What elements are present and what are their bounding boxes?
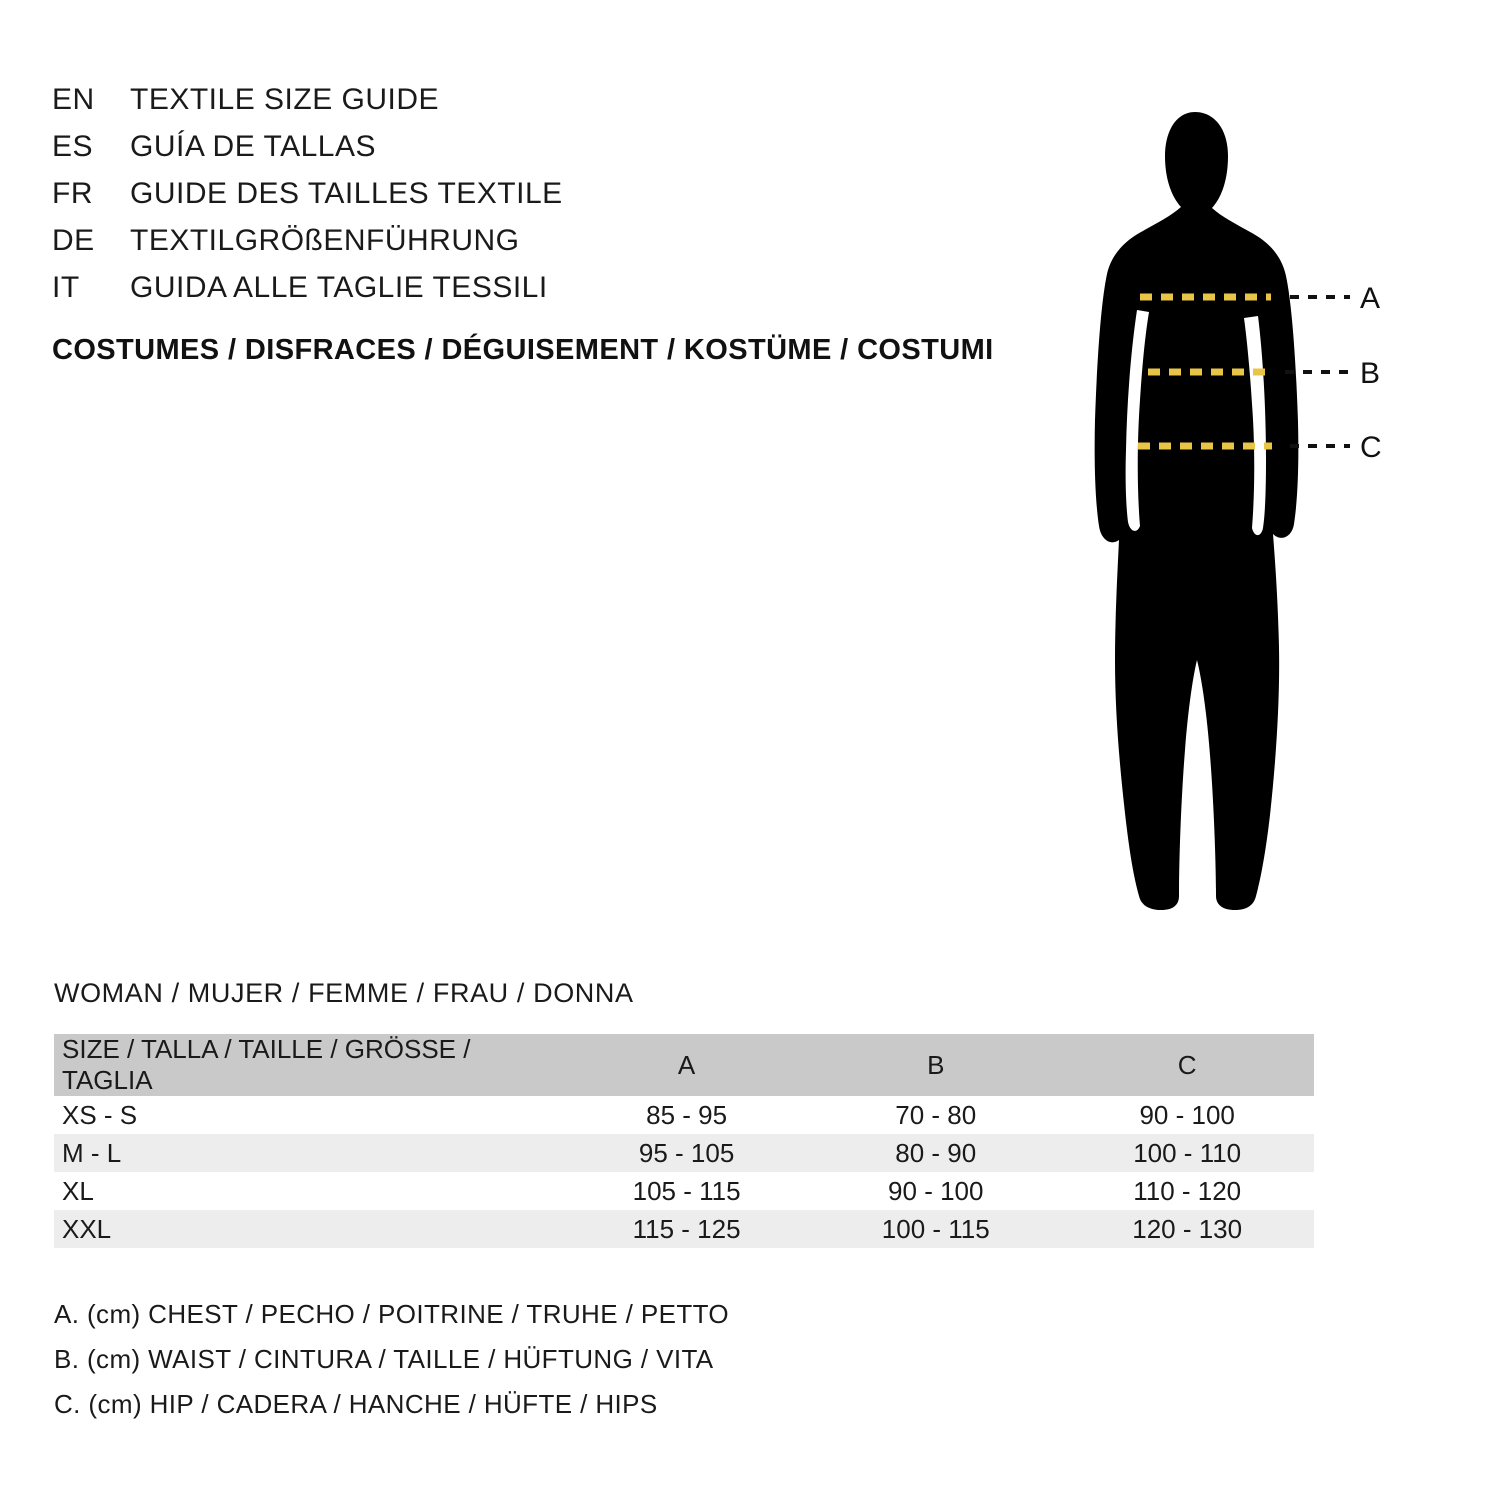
column-header-b: B — [927, 1049, 945, 1080]
silhouette-icon — [1030, 60, 1460, 940]
cell-size: XL — [62, 1175, 94, 1206]
language-title: TEXTILGRÖßENFÜHRUNG — [130, 224, 520, 257]
table-body — [54, 1096, 1314, 1248]
cell-hip: 90 - 100 — [1139, 1099, 1235, 1130]
column-header-a: A — [677, 1049, 696, 1080]
cell-waist: 80 - 90 — [895, 1137, 977, 1168]
language-code: DE — [52, 224, 95, 257]
marker-label-b: B — [1360, 357, 1381, 390]
language-code: FR — [52, 177, 93, 210]
legend-item-c: C. (cm) HIP / CADERA / HANCHE / HÜFTE / HIPS — [54, 1389, 658, 1419]
language-row — [52, 217, 1032, 264]
table-group-title: WOMAN / MUJER / FEMME / FRAU / DONNA — [54, 978, 634, 1008]
legend-item-a: A. (cm) CHEST / PECHO / POITRINE / TRUHE / PETTO — [54, 1299, 730, 1329]
cell-chest: 95 - 105 — [638, 1137, 735, 1168]
language-row — [52, 76, 1032, 123]
table-row — [54, 1172, 1314, 1210]
table-header-row — [54, 1034, 1314, 1096]
cell-hip: 100 - 110 — [1133, 1137, 1242, 1168]
language-code: ES — [52, 130, 94, 163]
language-title: GUÍA DE TALLAS — [130, 130, 376, 163]
language-row — [52, 264, 1032, 311]
cell-waist: 70 - 80 — [895, 1099, 977, 1130]
language-code: EN — [52, 83, 95, 116]
marker-label-a: A — [1360, 282, 1381, 315]
cell-size: M - L — [62, 1137, 122, 1168]
cell-hip: 120 - 130 — [1132, 1213, 1243, 1244]
language-row — [52, 170, 1032, 217]
table-row — [54, 1210, 1314, 1248]
legend-item-b: B. (cm) WAIST / CINTURA / TAILLE / HÜFTUNG / VITA — [54, 1344, 714, 1374]
measurement-legend — [54, 1292, 729, 1427]
cell-size: XS - S — [62, 1099, 138, 1130]
language-title: TEXTILE SIZE GUIDE — [130, 83, 440, 116]
cell-size: XXL — [62, 1213, 112, 1244]
language-title: GUIDE DES TAILLES TEXTILE — [130, 177, 563, 210]
size-table — [54, 1034, 1314, 1248]
language-title: GUIDA ALLE TAGLIE TESSILI — [130, 271, 548, 304]
marker-label-c: C — [1360, 431, 1382, 464]
cell-waist: 90 - 100 — [888, 1175, 984, 1206]
cell-chest: 85 - 95 — [646, 1099, 728, 1130]
cell-chest: 115 - 125 — [632, 1213, 741, 1244]
female-silhouette-figure — [1030, 60, 1460, 940]
language-code: IT — [52, 271, 80, 304]
language-row — [52, 123, 1032, 170]
cell-waist: 100 - 115 — [881, 1213, 990, 1244]
column-header-c: C — [1177, 1049, 1197, 1080]
column-header-size: SIZE / TALLA / TAILLE / GRÖSSE / TAGLIA — [62, 1034, 471, 1095]
table-row — [54, 1134, 1314, 1172]
category-heading: COSTUMES / DISFRACES / DÉGUISEMENT / KOSTÜME / COSTUMI — [52, 334, 994, 366]
cell-hip: 110 - 120 — [1133, 1175, 1242, 1206]
language-list — [52, 76, 1032, 311]
table-header — [54, 1034, 1314, 1096]
cell-chest: 105 - 115 — [632, 1175, 741, 1206]
table-row — [54, 1096, 1314, 1134]
